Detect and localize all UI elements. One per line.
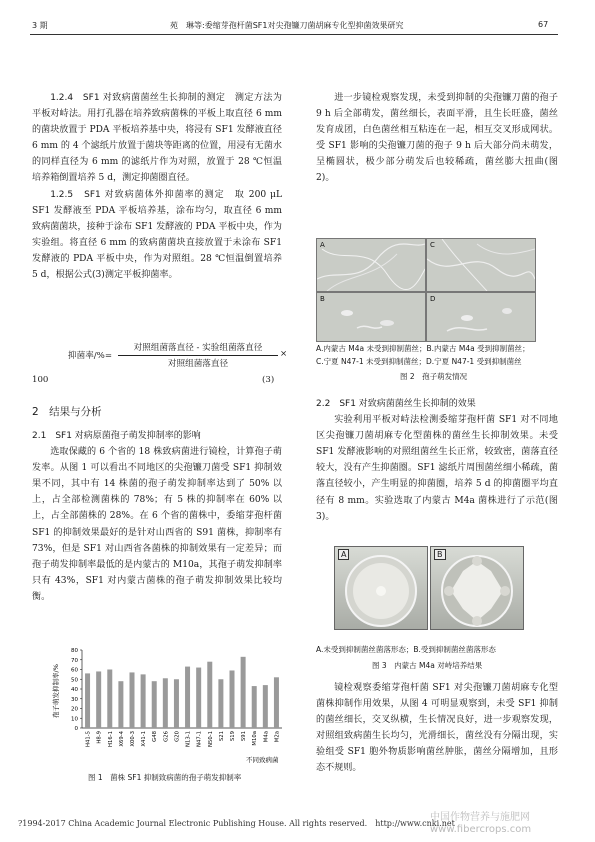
x-tick-label-N50-1: N50-1 bbox=[207, 731, 214, 747]
section-1-2-5-title: 1.2.5 SF1 对致病菌体外抑菌率的测定 bbox=[50, 189, 225, 200]
formula-times: × bbox=[280, 349, 288, 359]
hyphae-image-c bbox=[427, 239, 535, 291]
bar-X00-3 bbox=[130, 672, 135, 728]
bar-N50-1 bbox=[207, 662, 212, 728]
x-tick-label-S91: S91 bbox=[241, 731, 248, 742]
bar-M4a bbox=[263, 685, 268, 728]
right-paragraph-last: 镜检观察委缩芽孢杆菌 SF1 对尖孢镰刀菌胡麻专化型菌株抑制作用效果，从图 4 可明显观察到，未受 SF1 抑制的菌丝细长，交叉纵横，生长情况良好，进一步观察发现，对照组致病菌生长均匀，光滑细长，菌丝没有分隔出现，实验组受 SF1 胞外物质影响菌丝肿胀，菌丝分隔增加，且形态不规则。 bbox=[316, 683, 558, 774]
formula-denominator: 对照组菌落直径 bbox=[167, 359, 229, 369]
y-tick-label: 20 bbox=[71, 706, 78, 713]
y-tick-label: 30 bbox=[71, 696, 78, 703]
x-tick-label-G26: G26 bbox=[163, 731, 170, 742]
panel-b-label: B bbox=[320, 295, 325, 303]
y-tick-label: 70 bbox=[71, 657, 78, 664]
bar-H41-5 bbox=[85, 673, 90, 728]
bar-N13-1 bbox=[185, 667, 190, 728]
issue-number: 3 期 bbox=[32, 21, 48, 30]
right-paragraph-1: 进一步镜检观察发现，未受到抑制的尖孢镰刀菌的孢子 9 h 后全部萌发，菌丝细长，表面平滑，且生长旺盛，菌丝发育成团，白色菌丝相互粘连在一起，相互交叉形成网状。受 SF1 影响的尖孢镰刀菌的孢子 9 h 后大部分尚未萌发，呈椭圆状，极少部分萌发后也较稀疏，菌丝膨大扭曲(图 2)。 bbox=[316, 93, 558, 184]
x-tick-label-S19: S19 bbox=[230, 731, 236, 742]
y-tick-label: 0 bbox=[74, 726, 78, 732]
y-axis-label: 孢子萌发抑制率/% bbox=[52, 664, 60, 718]
page-number: 67 bbox=[538, 20, 549, 29]
section-1-2-5 bbox=[32, 187, 282, 284]
section-2-2-body: 实验利用平板对峙法检测委缩芽孢杆菌 SF1 对不同地区尖孢镰刀菌胡麻专化型菌株的菌丝生长抑制效果。未受 SF1 发酵液影响的对照组菌丝生长正常，较致密，菌落直径较大，没有产生抑菌圈。SF1 滤纸片周围菌丝细小稀疏，菌落直径较小，产生明显的抑菌圈，培养 5 d 的抑菌圈平均直径有 8 mm。实验选取了内蒙古 M4a 菌株进行了示范(图 3)。 bbox=[316, 415, 558, 522]
panel-d-label: D bbox=[430, 295, 436, 303]
y-tick-label: 80 bbox=[71, 648, 78, 654]
x-tick-label-M2a: M2a bbox=[274, 731, 281, 743]
section-1-2-4 bbox=[32, 90, 282, 187]
x-tick-label-N47-1: N47-1 bbox=[196, 731, 203, 747]
formula-numerator: 对照组菌落直径 - 实验组菌落直径 bbox=[133, 343, 263, 353]
header-rule bbox=[30, 34, 558, 35]
formula-number: (3) bbox=[262, 375, 275, 385]
left-column bbox=[32, 90, 282, 283]
figure-2-legend-1: A.内蒙古 M4a 未受到抑制菌丝；B.内蒙古 M4a 受到抑制菌丝； bbox=[316, 344, 530, 353]
bar-X69-4 bbox=[118, 681, 123, 728]
formula-bar bbox=[118, 355, 278, 356]
figure-1-caption: 图 1 菌株 SF1 抑制致病菌的孢子萌发抑制率 bbox=[88, 773, 242, 782]
figure-3-legend: A.未受到抑制菌丝菌落形态；B.受到抑制菌丝菌落形态 bbox=[316, 645, 496, 654]
x-tick-labels bbox=[86, 730, 281, 747]
section-2-2-title-text: 2.2 SF1 对致病菌菌丝生长抑制的效果 bbox=[316, 399, 476, 409]
bar-S21 bbox=[218, 679, 223, 728]
y-tick-label: 50 bbox=[71, 677, 78, 684]
bar-M10a bbox=[252, 686, 257, 728]
x-tick-label-H16-1: H16-1 bbox=[107, 731, 114, 748]
y-ticks bbox=[71, 648, 82, 732]
figure-2-legend-2: C.宁夏 N47-1 未受到抑制菌丝；D.宁夏 N47-1 受到抑制菌丝 bbox=[316, 357, 522, 366]
formula-lhs: 抑菌率/%= bbox=[68, 351, 113, 361]
figure-3-caption: 图 3 内蒙古 M4a 对峙培养结果 bbox=[372, 661, 483, 670]
x-tick-label-X00-3: X00-3 bbox=[130, 731, 136, 747]
x-tick-label-G48: G48 bbox=[152, 731, 159, 742]
section-2-1-title bbox=[32, 428, 282, 444]
y-tick-label: 10 bbox=[71, 716, 78, 723]
bar-H8-9 bbox=[96, 671, 101, 728]
figure-2-panel-b bbox=[316, 292, 426, 342]
x-tick-label-X41-1: X41-1 bbox=[141, 731, 148, 747]
bar-H16-1 bbox=[107, 670, 112, 729]
bar-G48 bbox=[152, 681, 157, 728]
bar-S91 bbox=[241, 657, 246, 728]
x-tick-label-N13-1: N13-1 bbox=[185, 731, 192, 747]
bar-N47-1 bbox=[196, 668, 201, 728]
section-2-2-title bbox=[316, 396, 558, 412]
figure-2-panel-d bbox=[426, 292, 536, 342]
figure-3-panel-b bbox=[430, 546, 524, 630]
bar-G20 bbox=[174, 679, 179, 728]
section-2-1-title-text: 2.1 SF1 对病原菌孢子萌发抑制率的影响 bbox=[32, 431, 201, 441]
x-tick-label-X69-4: X69-4 bbox=[118, 731, 125, 747]
bar-X41-1 bbox=[141, 674, 146, 728]
bars bbox=[85, 657, 279, 728]
hyphae-image-d bbox=[427, 293, 535, 341]
y-tick-label: 60 bbox=[71, 667, 78, 674]
figure-3-panel-b-label: B bbox=[434, 549, 446, 560]
x-tick-label-H8-9: H8-9 bbox=[96, 731, 103, 744]
panel-c-label: C bbox=[430, 241, 435, 249]
bar-S19 bbox=[230, 670, 235, 728]
figure-2-caption: 图 2 孢子萌发情况 bbox=[400, 372, 468, 381]
x-tick-label-M4a: M4a bbox=[263, 731, 270, 743]
y-tick-label: 40 bbox=[71, 687, 78, 693]
running-title: 苑 琳等:委缩芽孢杆菌SF1对尖孢镰刀菌胡麻专化型抑菌效果研究 bbox=[170, 21, 404, 30]
section-2-2 bbox=[316, 396, 558, 525]
right-column-bottom bbox=[316, 680, 558, 777]
panel-a-label: A bbox=[320, 241, 325, 249]
section-1-2-4-title: 1.2.4 SF1 对致病菌菌丝生长抑制的测定 bbox=[50, 93, 226, 103]
section-1-2-4-body: 测定方法为平板对峙法。用打孔器在培养致病菌株的平板上取直径 6 mm 的菌块放置于 PDA 平板培养基中央，将浸有 SF1 发酵液直径 6 mm 的 4 个滤纸片放置于菌块等距离的位置，用浸有无菌水的同样直径为 6 mm 的滤纸片作为对照，放置于 28 ℃恒温培养箱倒置培养 5 d，测定抑菌圈直径。 bbox=[32, 93, 282, 184]
right-column-top bbox=[316, 90, 558, 187]
figure-3-panel-a bbox=[334, 546, 428, 630]
hyphae-image-b bbox=[317, 293, 425, 341]
copyright-footer: ?1994-2017 China Academic Journal Electronic Publishing House. All rights reserved. http://www.cnki.net bbox=[18, 819, 455, 828]
x-axis-label: 不同致病菌 bbox=[246, 756, 279, 764]
figure-1-chart bbox=[46, 646, 286, 766]
bar-M2a bbox=[274, 677, 279, 728]
section-2-1 bbox=[32, 428, 282, 605]
section-2-1-body: 选取保藏的 6 个省的 18 株致病菌进行镜检，计算孢子萌发率。从图 1 可以看出不同地区的尖孢镰刀菌受 SF1 抑制效果不同，其中有 14 株菌的孢子萌发抑制率达到了 50% 以上，占全部检测菌株的 78%；有 5 株的抑制率在 60% 以上，占全部菌株的 28%。在 6 个省的菌株中，委缩芽孢杆菌 SF1 的抑制效果最好的是针对山西省的 S91 菌株，抑制率有 73%，但是 SF1 对山西省各菌株的抑制效果有一定差异；而孢子萌发抑制率最低的是内蒙古的 M10a，其孢子萌发抑制率只有 43%，SF1 对内蒙古菌株的孢子萌发抑制效果比较均衡。 bbox=[32, 447, 282, 602]
x-tick-label-M10a: M10a bbox=[252, 731, 259, 746]
formula-100: 100 bbox=[32, 375, 49, 385]
x-tick-label-S21: S21 bbox=[218, 731, 225, 742]
watermark: 中国作物营养与施肥网 www.fibercrops.com bbox=[430, 812, 532, 835]
x-tick-label-G20: G20 bbox=[174, 731, 181, 742]
bar-G26 bbox=[163, 678, 168, 728]
figure-3-panel-a-label: A bbox=[338, 549, 349, 560]
section-1-2-5-body: 取 200 μL SF1 发酵液至 PDA 平板培养基，涂布均匀，取直径 6 mm 致病菌菌块，接种于涂布 SF1 发酵液的 PDA 平板中央，作为实验组。将直径 6 mm 的致病菌菌块直接放置于未涂布 SF1 发酵液的 PDA 平板中央，作为对照组。28 ℃恒温倒置培养 5 d，根据公式(3)测定平板抑菌率。 bbox=[32, 189, 282, 281]
hyphae-image-a bbox=[317, 239, 425, 291]
figure-2-panel-a bbox=[316, 238, 426, 292]
figure-2-panel-c bbox=[426, 238, 536, 292]
x-tick-label-H41-5: H41-5 bbox=[85, 731, 92, 748]
section-2-heading: 2 结果与分析 bbox=[32, 406, 102, 418]
